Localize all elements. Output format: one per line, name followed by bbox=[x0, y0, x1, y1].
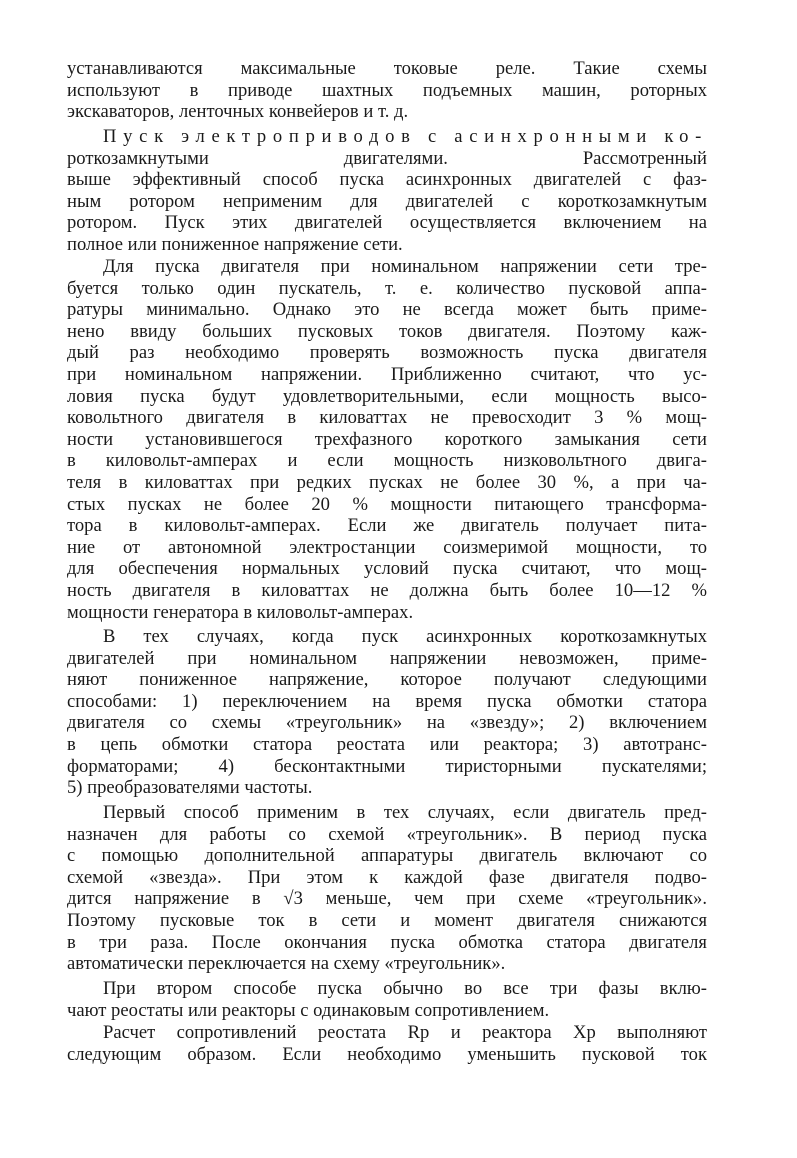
text-line: буется только один пускатель, т. е. количество пусковой аппа- bbox=[67, 277, 707, 299]
text-line: Для пуска двигателя при номинальном напряжении сети тре- bbox=[103, 256, 707, 277]
text-line: ние от автономной электростанции соизмеримой мощности, то bbox=[67, 536, 707, 558]
text-line: няют пониженное напряжение, которое получают следующими bbox=[67, 669, 707, 691]
text-line: ротором. Пуск этих двигателей осуществляется включением на bbox=[67, 212, 707, 234]
text-line: теля в киловаттах при редких пусках не более 30 %, а при ча- bbox=[67, 471, 707, 493]
text-line: ности установившегося трехфазного короткого замыкания сети bbox=[67, 428, 707, 450]
text-line: ным ротором неприменим для двигателей с короткозамкнутым bbox=[67, 190, 707, 212]
text-line: дый раз необходимо проверять возможность пуска двигателя bbox=[67, 342, 707, 364]
section-heading-line: роткозамкнутыми двигателями. Рассмотренный bbox=[67, 147, 707, 169]
text-line: полное или пониженное напряжение сети. bbox=[67, 233, 403, 255]
text-line: используют в приводе шахтных подъемных машин, роторных bbox=[67, 79, 707, 101]
text-line: с помощью дополнительной аппаратуры двигатель включают со bbox=[67, 845, 707, 867]
paragraph-3 bbox=[67, 256, 707, 623]
paragraph-4 bbox=[67, 626, 707, 799]
text-line: ратуры минимально. Однако это не всегда может быть приме- bbox=[67, 299, 707, 321]
paragraph-7 bbox=[67, 1022, 707, 1065]
text-line: ность двигателя в киловаттах не должна быть более 10—12 % bbox=[67, 579, 707, 601]
text-line: 5) преобразователями частоты. bbox=[67, 777, 313, 799]
text-line: В тех случаях, когда пуск асинхронных короткозамкнутых bbox=[103, 626, 707, 647]
paragraph-2 bbox=[67, 126, 707, 256]
text-line: При втором способе пуска обычно во все три фазы вклю- bbox=[103, 978, 707, 999]
text-line: двигателя со схемы «треугольник» на «звезду»; 2) включением bbox=[67, 712, 707, 734]
text-line: в три раза. После окончания пуска обмотка статора двигателя bbox=[67, 931, 707, 953]
text-line: назначен для работы со схемой «треугольник». В период пуска bbox=[67, 823, 707, 845]
text-line: ковольтного двигателя в киловаттах не превосходит 3 % мощ- bbox=[67, 407, 707, 429]
text-line: схемой «звезда». При этом к каждой фазе двигателя подво- bbox=[67, 866, 707, 888]
text-line: стых пусках не более 20 % мощности питающего трансформа- bbox=[67, 493, 707, 515]
text-line: способами: 1) переключением на время пуска обмотки статора bbox=[67, 690, 707, 712]
text-line: мощности генератора в киловольт-амперах. bbox=[67, 601, 414, 623]
text-line: нено ввиду больших пусковых токов двигателя. Поэтому каж- bbox=[67, 320, 707, 342]
text-line: выше эффективный способ пуска асинхронных двигателей с фаз- bbox=[67, 169, 707, 191]
paragraph-6 bbox=[67, 978, 707, 1021]
text-line: ловия пуска будут удовлетворительными, если мощность высо- bbox=[67, 385, 707, 407]
text-line: следующим образом. Если необходимо уменьшить пусковой ток bbox=[67, 1043, 707, 1065]
text-line: чают реостаты или реакторы с одинаковым сопротивлением. bbox=[67, 999, 550, 1021]
text-line: Расчет сопротивлений реостата Rр и реактора Xр выполняют bbox=[103, 1022, 707, 1043]
paragraph-1 bbox=[67, 58, 707, 123]
text-line: устанавливаются максимальные токовые реле. Такие схемы bbox=[67, 58, 707, 79]
text-line: в цепь обмотки статора реостата или реактора; 3) автотранс- bbox=[67, 733, 707, 755]
text-line: двигателей при номинальном напряжении невозможен, приме- bbox=[67, 647, 707, 669]
text-line: при номинальном напряжении. Приближенно считают, что ус- bbox=[67, 363, 707, 385]
text-line: для обеспечения нормальных условий пуска считают, что мощ- bbox=[67, 558, 707, 580]
text-line: Первый способ применим в тех случаях, если двигатель пред- bbox=[103, 802, 707, 823]
text-line: экскаваторов, ленточных конвейеров и т. д. bbox=[67, 101, 409, 123]
text-line: в киловольт-амперах и если мощность низковольтного двига- bbox=[67, 450, 707, 472]
text-line: форматорами; 4) бесконтактными тиристорными пускателями; bbox=[67, 755, 707, 777]
text-line: дится напряжение в √3 меньше, чем при схеме «треугольник». bbox=[67, 888, 707, 910]
paragraph-5 bbox=[67, 802, 707, 975]
text-line: автоматически переключается на схему «треугольник». bbox=[67, 953, 506, 975]
section-heading-line: Пуск электроприводов с асинхронными ко- bbox=[103, 126, 709, 147]
text-line: Поэтому пусковые ток в сети и момент двигателя снижаются bbox=[67, 909, 707, 931]
text-line: тора в киловольт-амперах. Если же двигатель получает пита- bbox=[67, 515, 707, 537]
